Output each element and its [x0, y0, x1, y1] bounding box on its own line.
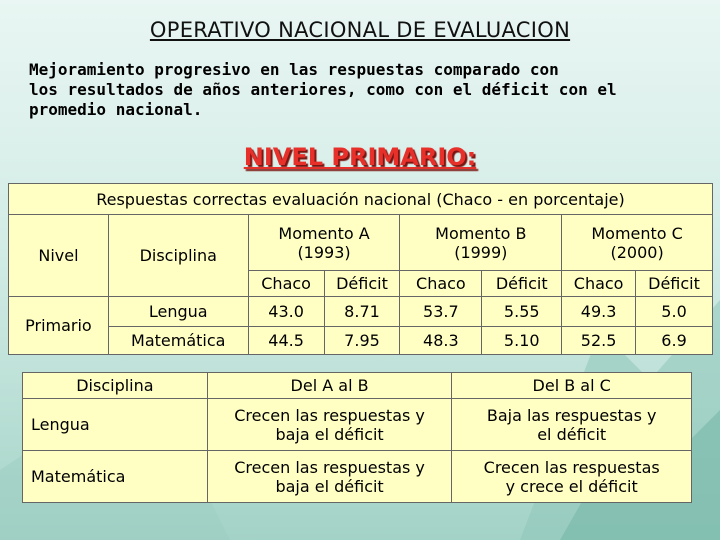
value-cell: 43.0 — [248, 297, 324, 327]
momento-year: (1999) — [454, 242, 508, 262]
header-disciplina: Disciplina — [108, 215, 248, 297]
value-cell: 6.9 — [636, 327, 713, 355]
value-cell: 5.0 — [636, 297, 713, 327]
momento-name: Momento C — [591, 223, 683, 243]
momento-name: Momento A — [278, 223, 370, 243]
comparison-line: Crecen las respuestas y — [234, 405, 425, 425]
header-momento-a — [248, 215, 400, 271]
subheader-deficit: Déficit — [636, 271, 713, 297]
table-row — [9, 297, 713, 327]
header-disciplina: Disciplina — [23, 373, 208, 399]
subheader-chaco: Chaco — [562, 271, 636, 297]
table-row — [23, 451, 692, 503]
comparison-line: baja el déficit — [275, 476, 384, 496]
level-cell: Primario — [9, 297, 109, 355]
comparison-table — [22, 372, 692, 503]
comparison-cell — [207, 451, 452, 503]
value-cell: 48.3 — [400, 327, 482, 355]
momento-year: (2000) — [610, 242, 664, 262]
subheader-deficit: Déficit — [482, 271, 562, 297]
table-row — [9, 327, 713, 355]
comparison-line: Baja las respuestas y — [486, 405, 657, 425]
subheader-deficit: Déficit — [324, 271, 400, 297]
subheader-chaco: Chaco — [248, 271, 324, 297]
comparison-line: y crece el déficit — [505, 476, 638, 496]
disciplina-cell: Lengua — [108, 297, 248, 327]
comparison-cell — [452, 399, 692, 451]
value-cell: 7.95 — [324, 327, 400, 355]
comparison-cell — [452, 451, 692, 503]
subheader-chaco: Chaco — [400, 271, 482, 297]
subtitle-line: los resultados de años anteriores, como con el déficit con el — [29, 80, 617, 99]
comparison-line: Crecen las respuestas y — [234, 457, 425, 477]
value-cell: 8.71 — [324, 297, 400, 327]
momento-name: Momento B — [435, 223, 527, 243]
value-cell: 44.5 — [248, 327, 324, 355]
header-momento-b — [400, 215, 562, 271]
momento-year: (1993) — [297, 242, 351, 262]
value-cell: 5.55 — [482, 297, 562, 327]
header-del-a-al-b: Del A al B — [207, 373, 452, 399]
header-del-b-al-c: Del B al C — [452, 373, 692, 399]
subtitle-line: Mejoramiento progresivo en las respuestas comparado con — [29, 60, 559, 79]
subtitle-line: promedio nacional. — [29, 100, 203, 119]
comparison-line: el déficit — [537, 424, 607, 444]
table-caption: Respuestas correctas evaluación nacional (Chaco - en porcentaje) — [9, 184, 713, 215]
value-cell: 49.3 — [562, 297, 636, 327]
page-title: OPERATIVO NACIONAL DE EVALUACION — [149, 18, 571, 42]
comparison-cell — [207, 399, 452, 451]
section-title: NIVEL PRIMARIO: — [243, 143, 477, 171]
disciplina-cell: Matemática — [108, 327, 248, 355]
disciplina-cell: Lengua — [23, 399, 208, 451]
header-nivel: Nivel — [9, 215, 109, 297]
value-cell: 53.7 — [400, 297, 482, 327]
comparison-line: Crecen las respuestas — [483, 457, 660, 477]
table-row — [23, 399, 692, 451]
value-cell: 5.10 — [482, 327, 562, 355]
value-cell: 52.5 — [562, 327, 636, 355]
header-momento-c — [562, 215, 713, 271]
comparison-line: baja el déficit — [275, 424, 384, 444]
subtitle — [29, 60, 709, 120]
results-table — [8, 183, 713, 355]
disciplina-cell: Matemática — [23, 451, 208, 503]
